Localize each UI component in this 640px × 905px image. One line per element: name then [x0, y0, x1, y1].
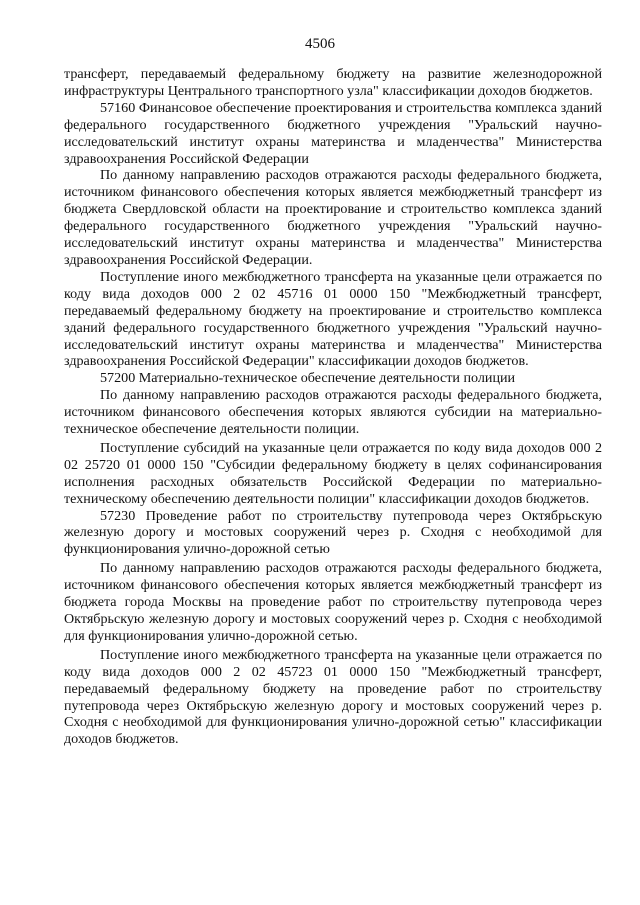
document-body — [64, 66, 602, 748]
paragraph-57160-revenue: Поступление иного межбюджетного трансферта на указанные цели отражается по коду вида доходов 000 2 02 45716 01 0000 150 "Межбюджетный трансферт, передаваемый федеральному бюджету на проектирование и строительство комплекса зданий федерального государственного бюджетного учреждения "Уральский научно-исследовательский институт охраны материнства и младенчества" Министерства здравоохранения Российской Федерации" классификации доходов бюджетов. — [64, 268, 602, 370]
paragraph-57200-revenue: Поступление субсидий на указанные цели отражается по коду вида доходов 000 2 02 25720 01 0000 150 "Субсидии федеральному бюджету в целях софинансирования исполнения расходных обязательств Российской Федерации по материально-техническому обеспечению деятельности полиции" классификации доходов бюджетов. — [64, 439, 602, 507]
paragraph-57160-expenses: По данному направлению расходов отражаются расходы федерального бюджета, источником финансового обеспечения которых является межбюджетный трансферт из бюджета Свердловской области на проектирование и строительство комплекса зданий федерального государственного бюджетного учреждения "Уральский научно-исследовательский институт охраны материнства и младенчества" Министерства здравоохранения Российской Федерации. — [64, 167, 602, 268]
paragraph-57200-expenses: По данному направлению расходов отражаются расходы федерального бюджета, источником финансового обеспечения которых являются субсидии на материально-техническое обеспечение деятельности полиции. — [64, 387, 602, 438]
section-heading-57230: 57230 Проведение работ по строительству путепровода через Октябрьскую железную дорогу и мостовых сооружений через р. Сходня с необходимой для функционирования улично-дорожной сетью — [64, 507, 602, 558]
paragraph-continuation: трансферт, передаваемый федеральному бюджету на развитие железнодорожной инфраструктуры Центрального транспортного узла" классификации доходов бюджетов. — [64, 66, 602, 99]
paragraph-57230-revenue: Поступление иного межбюджетного трансферта на указанные цели отражается по коду вида доходов 000 2 02 45723 01 0000 150 "Межбюджетный трансферт, передаваемый федеральному бюджету на проведение работ по строительству путепровода через Октябрьскую железную дорогу и мостовых сооружений через р. Сходня с необходимой для функционирования улично-дорожной сетью" классификации доходов бюджетов. — [64, 646, 602, 748]
section-heading-57200: 57200 Материально-техническое обеспечение деятельности полиции — [100, 370, 516, 387]
paragraph-57230-expenses: По данному направлению расходов отражаются расходы федерального бюджета, источником финансового обеспечения которых является межбюджетный трансферт из бюджета города Москвы на проведение работ по строительству путепровода через Октябрьскую железную дорогу и мостовых сооружений через р. Сходня с необходимой для функционирования улично-дорожной сетью. — [64, 560, 602, 644]
section-heading-57160: 57160 Финансовое обеспечение проектирования и строительства комплекса зданий федерального государственного бюджетного учреждения "Уральский научно-исследовательский институт охраны материнства и младенчества" Министерства здравоохранения Российской Федерации — [64, 99, 602, 167]
page-number: 4506 — [305, 36, 335, 52]
